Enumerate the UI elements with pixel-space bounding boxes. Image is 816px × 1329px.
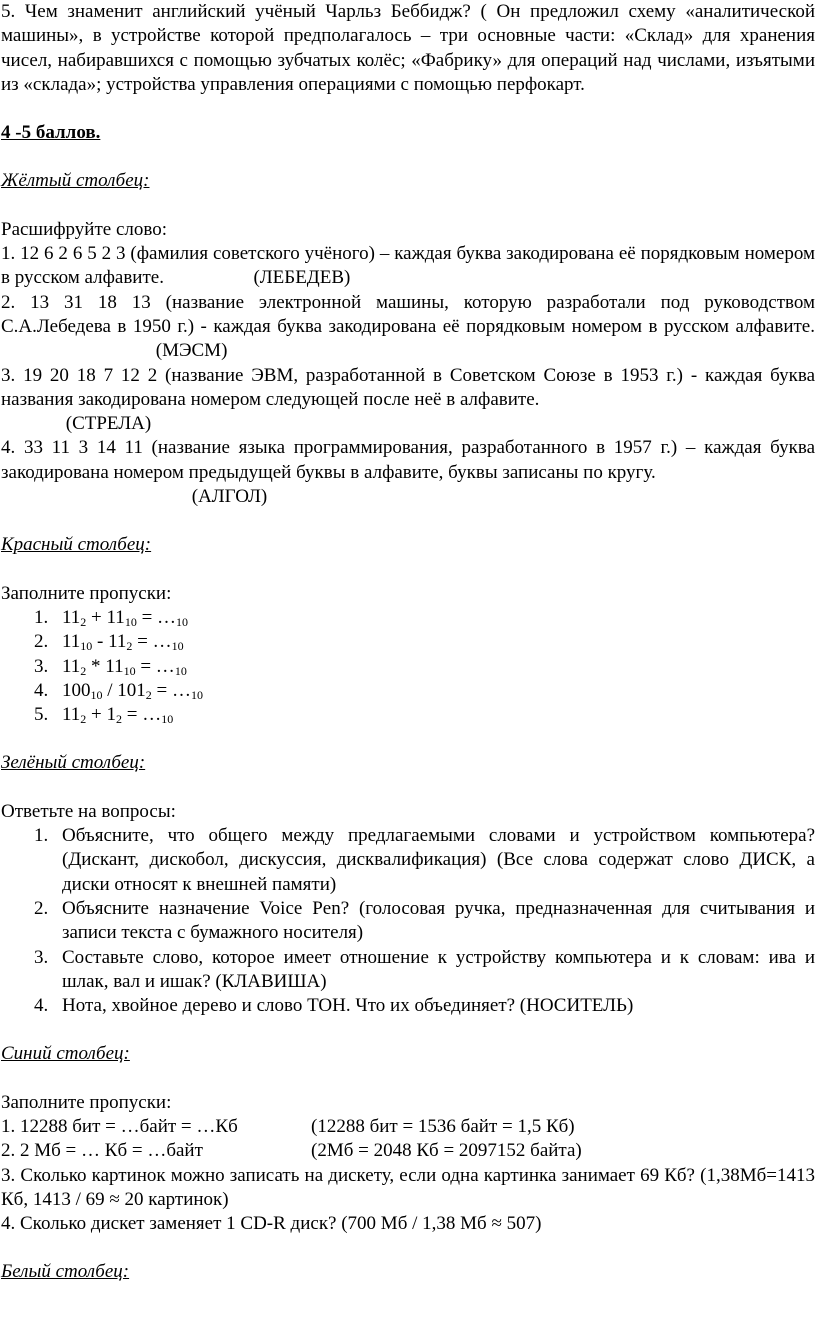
item-number: 5. [34, 704, 49, 726]
base-a: 10 [90, 687, 103, 702]
yellow-item-2 [1, 291, 815, 364]
yellow-item-text: 2. 13 31 18 13 (название электронной машины, которую разработали под руководством С.А.Лебедева в 1950 г.) - каждая буква закодирована её порядковым номером в русском алфавите. [1, 291, 815, 337]
operand-b: 1 [106, 704, 117, 726]
base-a: 10 [80, 639, 93, 654]
equals: = … [122, 704, 162, 726]
yellow-item-1 [1, 242, 815, 291]
operand-a: 11 [62, 655, 81, 677]
red-list [1, 606, 815, 727]
section-title: 4 -5 баллов. [1, 122, 101, 144]
operand-b: 11 [106, 606, 125, 628]
equals: = … [132, 631, 172, 653]
base-b: 10 [123, 663, 136, 678]
red-item-3 [1, 655, 815, 679]
yellow-column-heading: Жёлтый столбец: [1, 170, 150, 192]
operand-b: 11 [108, 631, 127, 653]
operator: / [102, 679, 118, 701]
yellow-item-answer: (МЭСМ) [155, 340, 228, 362]
equals: = … [135, 655, 175, 677]
yellow-item-text: 3. 19 20 18 7 12 2 (название ЭВМ, разработанной в Советском Союзе в 1953 г.) - каждая буква названия закодирована номером следующей после неё в алфавите. [1, 364, 815, 410]
base-a: 2 [80, 614, 87, 629]
blue-item-2 [1, 1139, 815, 1163]
yellow-item-text: 1. 12 6 2 6 5 2 3 (фамилия советского учёного) – каждая буква закодирована её порядковым номером в русском алфавите. [1, 243, 815, 289]
item-number: 3. [34, 655, 49, 677]
green-item-text: Нота, хвойное дерево и слово ТОН. Что их объединяет? (НОСИТЕЛЬ) [62, 995, 634, 1017]
red-item-4 [1, 679, 815, 703]
base-result: 10 [176, 614, 189, 629]
base-b: 2 [126, 639, 133, 654]
green-column-heading: Зелёный столбец: [1, 752, 146, 774]
blue-item-answer: (12288 бит = 1536 байт = 1,5 Кб) [311, 1115, 575, 1137]
yellow-list [1, 242, 815, 509]
operand-b: 101 [117, 679, 146, 701]
green-item-1 [1, 824, 815, 897]
base-b: 2 [145, 687, 152, 702]
green-item-3 [1, 946, 815, 995]
yellow-item-text: 4. 33 11 3 14 11 (название языка программирования, разработанного в 1957 г.) – каждая буква закодирована номером предыдущей буквы в алфавите, буквы записаны по кругу. [1, 437, 815, 483]
item-number: 3. [34, 946, 49, 968]
yellow-intro: Расшифруйте слово: [1, 218, 167, 240]
item-number: 2. [34, 631, 49, 653]
blue-column-heading: Синий столбец: [1, 1043, 130, 1065]
white-column-heading: Белый столбец: [1, 1261, 130, 1283]
green-item-4 [1, 994, 815, 1018]
red-column-heading: Красный столбец: [1, 534, 152, 556]
operator: * [86, 655, 106, 677]
yellow-item-3 [1, 364, 815, 437]
blue-item-1 [1, 1115, 815, 1139]
base-result: 10 [174, 663, 187, 678]
operand-a: 100 [62, 679, 91, 701]
base-result: 10 [161, 712, 174, 727]
operand-a: 11 [62, 704, 81, 726]
red-item-1 [1, 606, 815, 630]
item-number: 4. [34, 679, 49, 701]
blue-intro: Заполните пропуски: [1, 1091, 172, 1113]
yellow-item-answer: (ЛЕБЕДЕВ) [253, 267, 351, 289]
item-number: 1. [34, 606, 49, 628]
base-a: 2 [80, 712, 87, 727]
base-b: 10 [124, 614, 137, 629]
yellow-item-answer: (СТРЕЛА) [65, 413, 152, 435]
base-a: 2 [80, 663, 87, 678]
equals: = … [151, 679, 191, 701]
question-5: 5. Чем знаменит английский учёный Чарльз Беббидж? ( Он предложил схему «аналитической машины», в устройстве которой предполагалось – три основные части: «Склад» для хранения чисел, набиравшихся с помощью зубчатых колёс; «Фабрику» для операций над числами, изъятыми из «склада»; устройства управления операциями с помощью перфокарт. [1, 1, 815, 95]
base-result: 10 [191, 687, 203, 702]
operand-a: 11 [62, 631, 81, 653]
blue-item-question: 2. 2 Мб = … Кб = …байт [1, 1140, 203, 1162]
operator: - [92, 631, 109, 653]
red-item-5 [1, 703, 815, 727]
green-item-text: Составьте слово, которое имеет отношение к устройству компьютера и к словам: ива и шлак, вал и ишак? (КЛАВИША) [62, 946, 815, 992]
green-list [1, 824, 815, 1018]
equals: = … [136, 606, 177, 628]
operand-a: 11 [62, 606, 81, 628]
item-number: 2. [34, 897, 49, 919]
yellow-item-4 [1, 436, 815, 509]
green-item-text: Объясните назначение Voice Pen? (голосовая ручка, предназначенная для считывания и записи текста с бумажного носителя) [62, 897, 815, 944]
operator: + [86, 606, 107, 628]
base-b: 2 [116, 712, 123, 727]
green-item-text: Объясните, что общего между предлагаемыми словами и устройством компьютера? (Дискант, дискобол, дискуссия, дисквалификация) (Все слова содержат слово ДИСК, а диски относят к внешней памяти) [62, 825, 815, 895]
operand-b: 11 [105, 655, 124, 677]
blue-item-answer: (2Мб = 2048 Кб = 2097152 байта) [311, 1140, 582, 1162]
item-number: 4. [34, 995, 49, 1017]
blue-item-3: 3. Сколько картинок можно записать на дискету, если одна картинка занимает 69 Кб? (1,38Мб=1413 Кб, 1413 / 69 ≈ 20 картинок) [1, 1164, 815, 1210]
item-number: 1. [34, 825, 49, 847]
operator: + [86, 704, 107, 726]
green-item-2 [1, 897, 815, 946]
blue-item-4: 4. Сколько дискет заменяет 1 CD-R диск? (700 Мб / 1,38 Мб ≈ 507) [1, 1213, 542, 1235]
yellow-item-answer: (АЛГОЛ) [191, 486, 268, 508]
blue-item-question: 1. 12288 бит = …байт = …Кб [1, 1115, 238, 1137]
red-item-2 [1, 630, 815, 654]
red-intro: Заполните пропуски: [1, 582, 172, 604]
base-result: 10 [171, 639, 184, 654]
green-intro: Ответьте на вопросы: [1, 800, 176, 822]
